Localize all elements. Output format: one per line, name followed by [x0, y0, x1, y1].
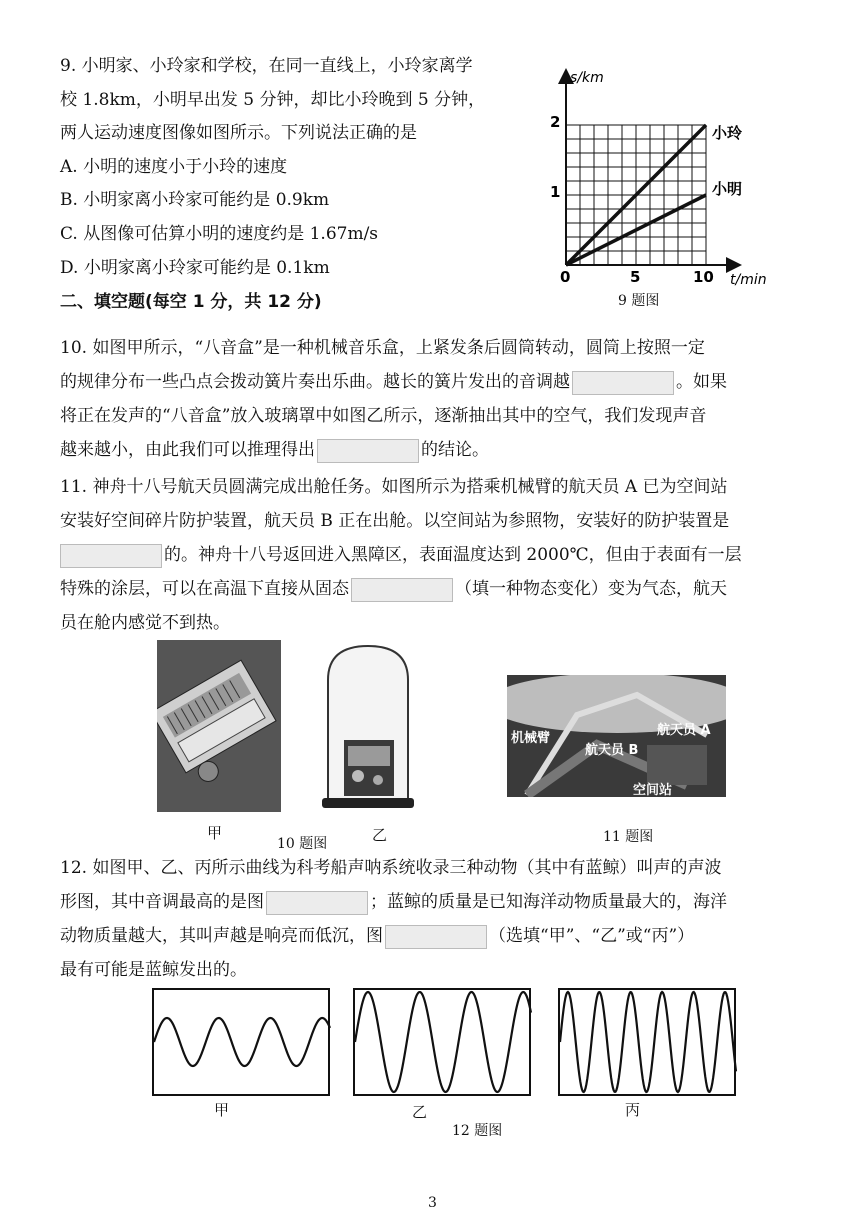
waveform-bing [558, 988, 738, 1098]
q10-line2 [60, 370, 727, 395]
q11-line4 [60, 577, 727, 602]
q9-line3: 两人运动速度图像如图所示。下列说法正确的是 [60, 123, 417, 143]
fig10-caption: 10 题图 [277, 836, 328, 852]
y-tick-label-2: 2 [550, 113, 561, 131]
q10-line1: 10. 如图甲所示，“八音盒”是一种机械音乐盒，上紧发条后圆筒转动，圆筒上按照一定 [60, 338, 705, 358]
fig12-label-jia: 甲 [214, 1101, 230, 1119]
fig12-label-yi: 乙 [412, 1103, 428, 1121]
q11-line3-text: 的。神舟十八号返回进入黑障区，表面温度达到 2000℃，但由于表面有一层 [164, 545, 742, 565]
fig12-label-bing: 丙 [625, 1101, 641, 1119]
q11-line4-text-b: （填一种物态变化）变为气态，航天 [455, 579, 727, 599]
q11-line3 [60, 543, 742, 568]
q12-line3 [60, 924, 694, 949]
q12-line3-text-b: （选填“甲”、“乙”或“丙”） [489, 926, 695, 946]
waveform-jia [152, 988, 332, 1098]
q12-answer-blank-1[interactable] [266, 891, 368, 915]
music-box-illustration [157, 640, 281, 812]
q9-graph [540, 60, 780, 310]
fig11-caption: 11 题图 [603, 829, 654, 845]
x-axis-label: t/min [730, 272, 767, 288]
space-station-photo [507, 675, 726, 797]
q10-line3: 将正在发声的“八音盒”放入玻璃罩中如图乙所示，逐渐抽出其中的空气，我们发现声音 [60, 406, 707, 426]
q12-line2-text-b: ；蓝鲸的质量是已知海洋动物质量最大的，海洋 [370, 892, 727, 912]
q9-option-d: D. 小明家离小玲家可能约是 0.1km [60, 258, 330, 278]
q9-option-a: A. 小明的速度小于小玲的速度 [60, 157, 288, 177]
q10-line4-text-a: 越来越小，由此我们可以推理得出 [60, 440, 315, 460]
q9-line1: 9. 小明家、小玲家和学校，在同一直线上，小玲家离学 [60, 56, 473, 76]
label-astronaut-b: 航天员 B [585, 743, 639, 758]
q10-line4 [60, 438, 489, 463]
q11-answer-blank-1[interactable] [60, 544, 162, 568]
q9-option-b: B. 小明家离小玲家可能约是 0.9km [60, 190, 330, 210]
q9-option-c: C. 从图像可估算小明的速度约是 1.67m/s [60, 224, 379, 244]
origin-label: 0 [560, 268, 571, 286]
fig12-caption: 12 题图 [452, 1123, 503, 1139]
q10-line2-text-b: 。如果 [676, 372, 727, 392]
q11-line5: 员在舱内感觉不到热。 [60, 613, 230, 633]
x-tick-label-5: 5 [630, 268, 641, 286]
bell-jar-illustration [318, 640, 418, 812]
q10-line2-text-a: 的规律分布一些凸点会拨动簧片奏出乐曲。越长的簧片发出的音调越 [60, 372, 570, 392]
q12-line2-text-a: 形图，其中音调最高的是图 [60, 892, 264, 912]
page-number: 3 [428, 1195, 437, 1211]
y-tick-label-1: 1 [550, 183, 561, 201]
series-label-xiaoming: 小明 [712, 180, 743, 198]
q10-answer-blank-1[interactable] [572, 371, 674, 395]
q11-answer-blank-2[interactable] [351, 578, 453, 602]
q9-figure-caption: 9 题图 [618, 293, 660, 309]
section-heading: 二、填空题(每空 1 分，共 12 分) [60, 292, 322, 312]
music-box-photo [157, 640, 281, 812]
label-astronaut-a: 航天员 A [657, 723, 711, 738]
fig10-label-jia: 甲 [207, 824, 223, 842]
q12-answer-blank-2[interactable] [385, 925, 487, 949]
q12-line3-text-a: 动物质量越大，其叫声越是响亮而低沉，图 [60, 926, 383, 946]
q10-answer-blank-2[interactable] [317, 439, 419, 463]
x-tick-label-10: 10 [693, 268, 714, 286]
q10-line4-text-b: 的结论。 [421, 440, 489, 460]
q11-line1: 11. 神舟十八号航天员圆满完成出舱任务。如图所示为搭乘机械臂的航天员 A 已为空间站 [60, 477, 728, 497]
waveform-yi [353, 988, 533, 1098]
label-robotic-arm: 机械臂 [511, 731, 551, 746]
q12-line4: 最有可能是蓝鲸发出的。 [60, 960, 247, 980]
series-label-xiaoling: 小玲 [712, 124, 743, 142]
q12-line2 [60, 890, 727, 915]
label-space-station: 空间站 [633, 783, 673, 797]
q11-line4-text-a: 特殊的涂层，可以在高温下直接从固态 [60, 579, 349, 599]
q11-line2: 安装好空间碎片防护装置，航天员 B 正在出舱。以空间站为参照物，安装好的防护装置是 [60, 511, 730, 531]
fig10-label-yi: 乙 [372, 826, 388, 844]
q9-line2: 校 1.8km，小明早出发 5 分钟，却比小玲晚到 5 分钟， [60, 90, 486, 110]
q12-line1: 12. 如图甲、乙、丙所示曲线为科考船声呐系统收录三种动物（其中有蓝鲸）叫声的声波 [60, 858, 722, 878]
y-axis-label: s/km [570, 70, 604, 86]
